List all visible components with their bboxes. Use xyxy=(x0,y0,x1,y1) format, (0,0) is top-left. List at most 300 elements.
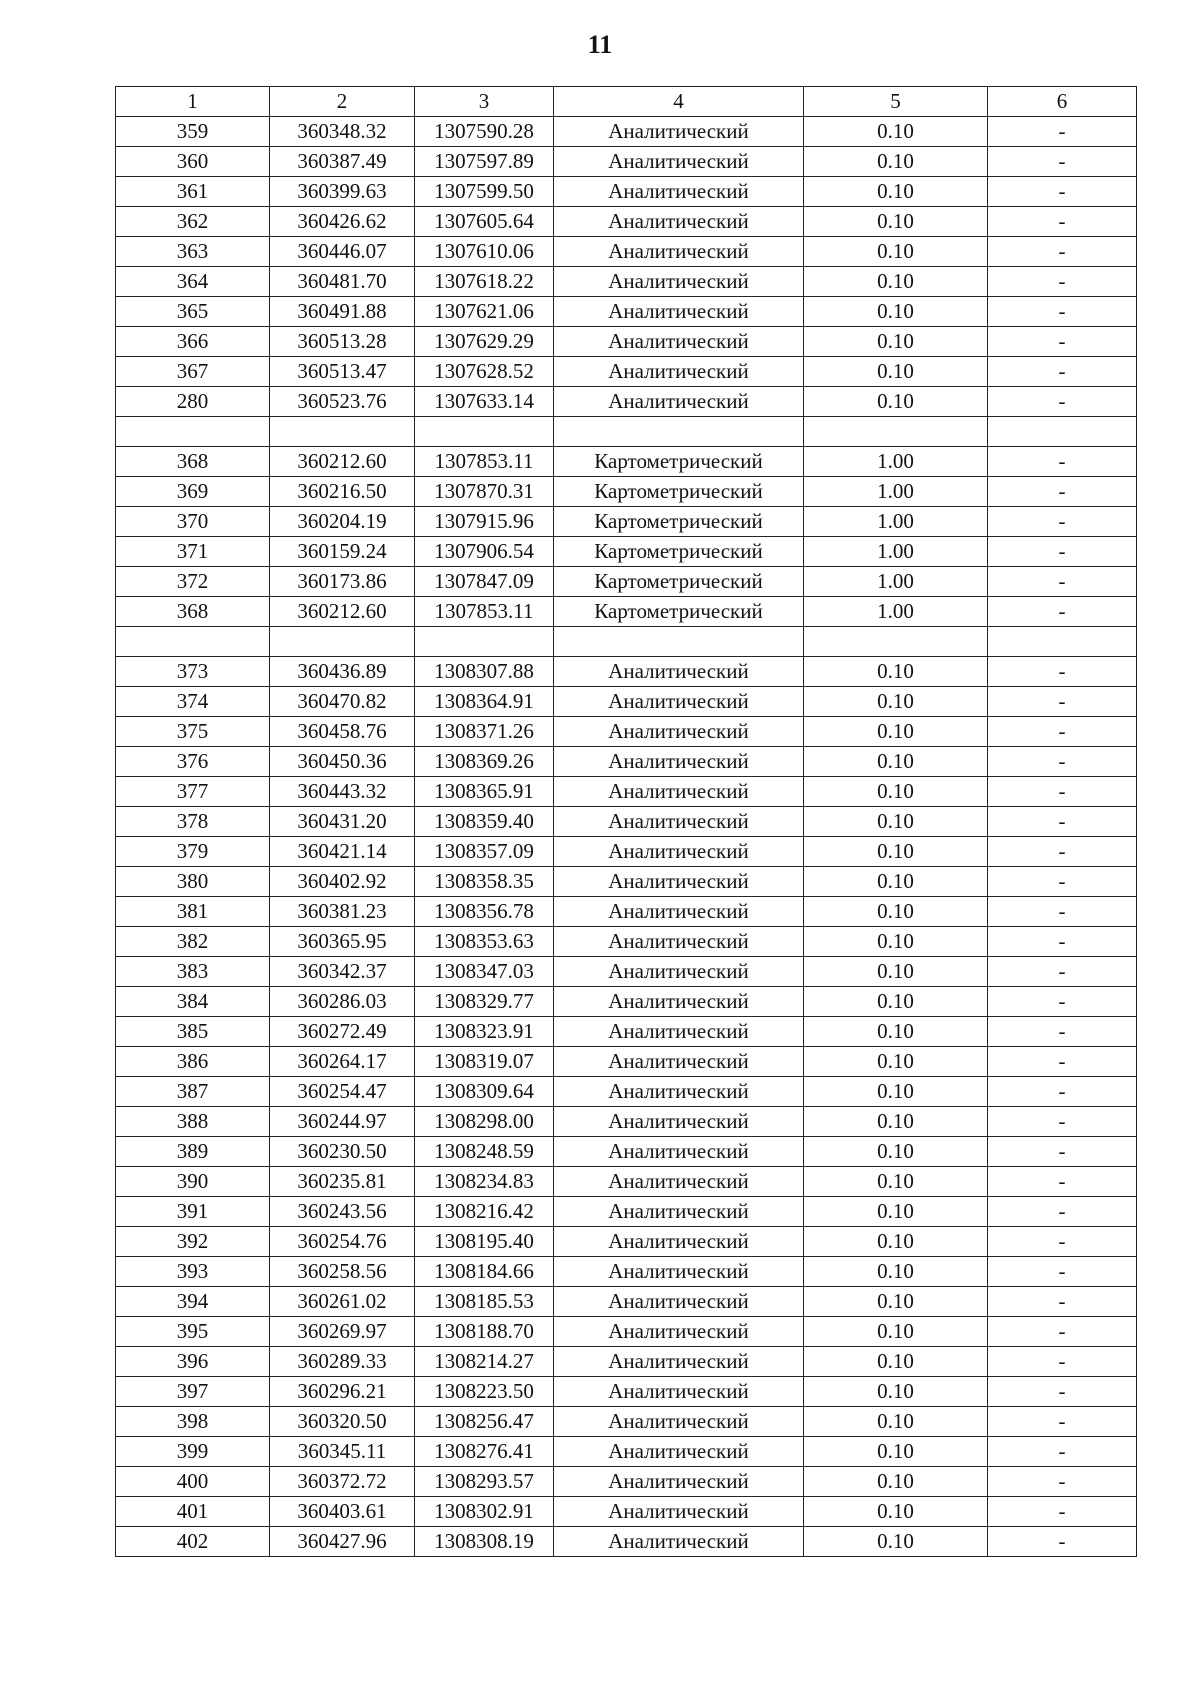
table-cell: 0.10 xyxy=(804,357,988,387)
table-cell: 1308358.35 xyxy=(415,867,554,897)
column-header: 6 xyxy=(988,87,1137,117)
table-row xyxy=(116,507,1137,537)
table-cell: - xyxy=(988,1407,1137,1437)
table-cell: 1308356.78 xyxy=(415,897,554,927)
table-row xyxy=(116,567,1137,597)
table-cell: 0.10 xyxy=(804,1497,988,1527)
table-cell: 1.00 xyxy=(804,567,988,597)
table-cell: 360286.03 xyxy=(270,987,415,1017)
table-cell: 360399.63 xyxy=(270,177,415,207)
table-cell: - xyxy=(988,927,1137,957)
table-cell: Аналитический xyxy=(554,807,804,837)
table-cell: Аналитический xyxy=(554,1197,804,1227)
table-cell: - xyxy=(988,777,1137,807)
table-cell: 360523.76 xyxy=(270,387,415,417)
table-cell: 360470.82 xyxy=(270,687,415,717)
table-row xyxy=(116,447,1137,477)
table-cell: 0.10 xyxy=(804,327,988,357)
table-cell: 0.10 xyxy=(804,1347,988,1377)
table-row xyxy=(116,1317,1137,1347)
table-cell: 1308276.41 xyxy=(415,1437,554,1467)
table-cell: 366 xyxy=(116,327,270,357)
table-cell: Аналитический xyxy=(554,147,804,177)
table-cell: 1308369.26 xyxy=(415,747,554,777)
table-cell: 0.10 xyxy=(804,207,988,237)
table-cell xyxy=(270,417,415,447)
table-cell: 360402.92 xyxy=(270,867,415,897)
table-cell: 0.10 xyxy=(804,897,988,927)
table-row xyxy=(116,597,1137,627)
table-row xyxy=(116,327,1137,357)
table-cell: Аналитический xyxy=(554,867,804,897)
table-cell: - xyxy=(988,147,1137,177)
table-cell: Аналитический xyxy=(554,1467,804,1497)
table-cell: 360426.62 xyxy=(270,207,415,237)
table-row xyxy=(116,1137,1137,1167)
table-cell: 360320.50 xyxy=(270,1407,415,1437)
table-cell: - xyxy=(988,237,1137,267)
table-cell: - xyxy=(988,177,1137,207)
table-cell: 402 xyxy=(116,1527,270,1557)
table-cell xyxy=(988,417,1137,447)
table-cell: 360381.23 xyxy=(270,897,415,927)
table-cell: Аналитический xyxy=(554,957,804,987)
table-cell: 383 xyxy=(116,957,270,987)
table-cell: 364 xyxy=(116,267,270,297)
table-cell: 1307597.89 xyxy=(415,147,554,177)
table-cell: 1308323.91 xyxy=(415,1017,554,1047)
table-cell: 360212.60 xyxy=(270,597,415,627)
table-cell: - xyxy=(988,717,1137,747)
table-cell: 385 xyxy=(116,1017,270,1047)
table-cell: - xyxy=(988,807,1137,837)
table-cell: 373 xyxy=(116,657,270,687)
table-row xyxy=(116,1077,1137,1107)
table-cell: 0.10 xyxy=(804,687,988,717)
table-cell: 0.10 xyxy=(804,1137,988,1167)
table-cell: 1308293.57 xyxy=(415,1467,554,1497)
table-cell: 0.10 xyxy=(804,1437,988,1467)
table-cell: Аналитический xyxy=(554,267,804,297)
table-cell: 1307915.96 xyxy=(415,507,554,537)
table-cell: 1307870.31 xyxy=(415,477,554,507)
table-cell: - xyxy=(988,1467,1137,1497)
table-row xyxy=(116,777,1137,807)
table-row xyxy=(116,387,1137,417)
table-cell: 0.10 xyxy=(804,1407,988,1437)
table-cell: Аналитический xyxy=(554,357,804,387)
table-cell: 1307618.22 xyxy=(415,267,554,297)
table-cell: - xyxy=(988,687,1137,717)
table-cell: 376 xyxy=(116,747,270,777)
table-cell: - xyxy=(988,1137,1137,1167)
table-cell: 1307610.06 xyxy=(415,237,554,267)
page-number: 11 xyxy=(587,30,613,59)
table-cell: - xyxy=(988,297,1137,327)
table-cell: 1308309.64 xyxy=(415,1077,554,1107)
table-cell xyxy=(554,627,804,657)
table-cell: - xyxy=(988,837,1137,867)
table-cell: 1.00 xyxy=(804,477,988,507)
table-cell: 360481.70 xyxy=(270,267,415,297)
table-row xyxy=(116,1197,1137,1227)
table-cell: 0.10 xyxy=(804,387,988,417)
table-cell: 360436.89 xyxy=(270,657,415,687)
table-cell: - xyxy=(988,1047,1137,1077)
table-cell: - xyxy=(988,1167,1137,1197)
table-cell: Картометрический xyxy=(554,537,804,567)
table-cell: - xyxy=(988,507,1137,537)
table-cell: 372 xyxy=(116,567,270,597)
table-cell: 1.00 xyxy=(804,597,988,627)
table-cell: - xyxy=(988,897,1137,927)
table-cell: 1307590.28 xyxy=(415,117,554,147)
table-row xyxy=(116,627,1137,657)
table-cell: 369 xyxy=(116,477,270,507)
table-cell: Аналитический xyxy=(554,1017,804,1047)
table-cell: 394 xyxy=(116,1287,270,1317)
table-cell: - xyxy=(988,357,1137,387)
table-cell: 1308307.88 xyxy=(415,657,554,687)
table-cell: - xyxy=(988,597,1137,627)
table-cell: Аналитический xyxy=(554,117,804,147)
table-cell: - xyxy=(988,117,1137,147)
table-row xyxy=(116,1407,1137,1437)
table-cell: 400 xyxy=(116,1467,270,1497)
table-cell: Аналитический xyxy=(554,1257,804,1287)
table-row xyxy=(116,1257,1137,1287)
table-row xyxy=(116,957,1137,987)
table-cell: 390 xyxy=(116,1167,270,1197)
table-row xyxy=(116,747,1137,777)
table-cell: 382 xyxy=(116,927,270,957)
table-cell: - xyxy=(988,657,1137,687)
table-cell: - xyxy=(988,987,1137,1017)
table-cell: 0.10 xyxy=(804,1467,988,1497)
column-header: 2 xyxy=(270,87,415,117)
table-cell: 1308216.42 xyxy=(415,1197,554,1227)
table-cell: 1308371.26 xyxy=(415,717,554,747)
table-cell: 0.10 xyxy=(804,867,988,897)
table-cell xyxy=(804,417,988,447)
table-cell: 0.10 xyxy=(804,1227,988,1257)
header-row xyxy=(116,87,1137,117)
table-row xyxy=(116,147,1137,177)
table-cell: Аналитический xyxy=(554,237,804,267)
table-cell: Аналитический xyxy=(554,1167,804,1197)
table-row xyxy=(116,417,1137,447)
table-cell: 374 xyxy=(116,687,270,717)
table-cell: 0.10 xyxy=(804,927,988,957)
table-cell: 392 xyxy=(116,1227,270,1257)
table-cell: - xyxy=(988,1527,1137,1557)
table-cell: 0.10 xyxy=(804,1257,988,1287)
table-cell: 388 xyxy=(116,1107,270,1137)
table-cell: 360254.76 xyxy=(270,1227,415,1257)
table-cell: Аналитический xyxy=(554,657,804,687)
table-cell: 1308329.77 xyxy=(415,987,554,1017)
table-cell: 393 xyxy=(116,1257,270,1287)
table-cell: Картометрический xyxy=(554,447,804,477)
table-row xyxy=(116,1467,1137,1497)
table-cell: Аналитический xyxy=(554,297,804,327)
table-row xyxy=(116,1437,1137,1467)
table-cell: 368 xyxy=(116,447,270,477)
table-cell: 0.10 xyxy=(804,807,988,837)
table-cell: - xyxy=(988,1227,1137,1257)
table-cell: 399 xyxy=(116,1437,270,1467)
table-cell: 1308214.27 xyxy=(415,1347,554,1377)
table-cell: 0.10 xyxy=(804,777,988,807)
table-row xyxy=(116,207,1137,237)
table-cell xyxy=(804,627,988,657)
table-cell: 360443.32 xyxy=(270,777,415,807)
table-cell: 359 xyxy=(116,117,270,147)
table-row xyxy=(116,1017,1137,1047)
table-cell: 360230.50 xyxy=(270,1137,415,1167)
table-cell: Аналитический xyxy=(554,1047,804,1077)
table-cell xyxy=(116,417,270,447)
table-row xyxy=(116,237,1137,267)
table-cell: 360342.37 xyxy=(270,957,415,987)
table-cell: 375 xyxy=(116,717,270,747)
table-cell: Аналитический xyxy=(554,687,804,717)
table-cell: 360387.49 xyxy=(270,147,415,177)
table-cell: 0.10 xyxy=(804,1107,988,1137)
table-cell: 360296.21 xyxy=(270,1377,415,1407)
table-cell: 379 xyxy=(116,837,270,867)
table-cell: 371 xyxy=(116,537,270,567)
table-cell: 1307633.14 xyxy=(415,387,554,417)
table-cell: 360244.97 xyxy=(270,1107,415,1137)
table-cell: Аналитический xyxy=(554,927,804,957)
table-cell xyxy=(554,417,804,447)
table-row xyxy=(116,717,1137,747)
table-cell: Картометрический xyxy=(554,597,804,627)
table-cell xyxy=(116,627,270,657)
table-row xyxy=(116,117,1137,147)
table-cell: 1.00 xyxy=(804,537,988,567)
table-cell: Аналитический xyxy=(554,987,804,1017)
table-cell: 1308248.59 xyxy=(415,1137,554,1167)
table-header xyxy=(116,87,1137,117)
table-cell: 1.00 xyxy=(804,507,988,537)
table-cell xyxy=(988,627,1137,657)
table-cell: Аналитический xyxy=(554,777,804,807)
table-cell: 368 xyxy=(116,597,270,627)
table-cell: 360403.61 xyxy=(270,1497,415,1527)
table-cell: Аналитический xyxy=(554,1407,804,1437)
table-cell: 1308195.40 xyxy=(415,1227,554,1257)
table-row xyxy=(116,897,1137,927)
table-cell: 1307853.11 xyxy=(415,597,554,627)
table-cell: 386 xyxy=(116,1047,270,1077)
table-row xyxy=(116,927,1137,957)
table-cell: Аналитический xyxy=(554,1497,804,1527)
table-cell xyxy=(415,417,554,447)
table-cell: 360458.76 xyxy=(270,717,415,747)
table-row xyxy=(116,1227,1137,1257)
table-cell: 360372.72 xyxy=(270,1467,415,1497)
table-row xyxy=(116,537,1137,567)
table-cell: 1308365.91 xyxy=(415,777,554,807)
table-cell: 0.10 xyxy=(804,1287,988,1317)
table-cell: Аналитический xyxy=(554,837,804,867)
table-cell xyxy=(415,627,554,657)
table-cell: Аналитический xyxy=(554,1347,804,1377)
table-cell: - xyxy=(988,1107,1137,1137)
table-row xyxy=(116,1287,1137,1317)
table-cell: 0.10 xyxy=(804,297,988,327)
table-row xyxy=(116,177,1137,207)
table-row xyxy=(116,297,1137,327)
table-cell: 0.10 xyxy=(804,117,988,147)
table-cell: Аналитический xyxy=(554,1107,804,1137)
table-cell: 0.10 xyxy=(804,987,988,1017)
table-cell: 1307847.09 xyxy=(415,567,554,597)
table-cell: Аналитический xyxy=(554,1527,804,1557)
table-row xyxy=(116,807,1137,837)
table-cell: 360450.36 xyxy=(270,747,415,777)
column-header: 5 xyxy=(804,87,988,117)
table-cell: 0.10 xyxy=(804,837,988,867)
table-cell: 360491.88 xyxy=(270,297,415,327)
table-cell: 1307599.50 xyxy=(415,177,554,207)
table-cell: 0.10 xyxy=(804,1047,988,1077)
table-cell: 360446.07 xyxy=(270,237,415,267)
table-cell: 0.10 xyxy=(804,1317,988,1347)
table-cell: - xyxy=(988,267,1137,297)
table-row xyxy=(116,837,1137,867)
table-cell: 362 xyxy=(116,207,270,237)
table-cell: 0.10 xyxy=(804,1017,988,1047)
table-cell: - xyxy=(988,477,1137,507)
table-cell: 1307906.54 xyxy=(415,537,554,567)
table-cell: - xyxy=(988,387,1137,417)
table-cell: 360173.86 xyxy=(270,567,415,597)
table-cell: 384 xyxy=(116,987,270,1017)
table-cell: 360289.33 xyxy=(270,1347,415,1377)
table-cell: - xyxy=(988,207,1137,237)
table-cell: 367 xyxy=(116,357,270,387)
table-cell: 1307621.06 xyxy=(415,297,554,327)
table-cell: Аналитический xyxy=(554,1227,804,1257)
table-cell: 360269.97 xyxy=(270,1317,415,1347)
table-cell: - xyxy=(988,1197,1137,1227)
table-cell: 1308319.07 xyxy=(415,1047,554,1077)
table-cell: Аналитический xyxy=(554,1287,804,1317)
table-cell: 395 xyxy=(116,1317,270,1347)
table-cell: 361 xyxy=(116,177,270,207)
column-header: 3 xyxy=(415,87,554,117)
table-cell: 360216.50 xyxy=(270,477,415,507)
table-cell: - xyxy=(988,1287,1137,1317)
table-cell: - xyxy=(988,1257,1137,1287)
table-cell: Картометрический xyxy=(554,567,804,597)
table-cell: 1308353.63 xyxy=(415,927,554,957)
table-cell: 360212.60 xyxy=(270,447,415,477)
table-cell: 1308184.66 xyxy=(415,1257,554,1287)
table-cell: 360264.17 xyxy=(270,1047,415,1077)
table-cell: 360258.56 xyxy=(270,1257,415,1287)
table-row xyxy=(116,657,1137,687)
table-cell: 280 xyxy=(116,387,270,417)
table-cell: Аналитический xyxy=(554,207,804,237)
coordinates-table xyxy=(115,86,1137,1557)
table-cell: 396 xyxy=(116,1347,270,1377)
table-cell: 360204.19 xyxy=(270,507,415,537)
table-row xyxy=(116,1377,1137,1407)
table-cell: 1307605.64 xyxy=(415,207,554,237)
table-cell: 1308357.09 xyxy=(415,837,554,867)
table-cell: - xyxy=(988,867,1137,897)
table-cell: 360235.81 xyxy=(270,1167,415,1197)
table-cell: 0.10 xyxy=(804,1527,988,1557)
table-row xyxy=(116,987,1137,1017)
table-cell: - xyxy=(988,1497,1137,1527)
table-cell: 1308256.47 xyxy=(415,1407,554,1437)
table-cell: 1308223.50 xyxy=(415,1377,554,1407)
table-row xyxy=(116,867,1137,897)
table-row xyxy=(116,357,1137,387)
table-cell: 397 xyxy=(116,1377,270,1407)
table-row xyxy=(116,477,1137,507)
table-cell: 1307628.52 xyxy=(415,357,554,387)
table-cell: Аналитический xyxy=(554,1077,804,1107)
table-cell: 398 xyxy=(116,1407,270,1437)
table-cell: - xyxy=(988,1077,1137,1107)
table-cell: 0.10 xyxy=(804,177,988,207)
table-cell: 391 xyxy=(116,1197,270,1227)
table-cell: - xyxy=(988,747,1137,777)
table-row xyxy=(116,1047,1137,1077)
table-cell: 360261.02 xyxy=(270,1287,415,1317)
table-cell: 360272.49 xyxy=(270,1017,415,1047)
table-cell: 360513.28 xyxy=(270,327,415,357)
table-cell: 363 xyxy=(116,237,270,267)
table-cell: 377 xyxy=(116,777,270,807)
table-cell: 389 xyxy=(116,1137,270,1167)
table-row xyxy=(116,1497,1137,1527)
table-cell: 360345.11 xyxy=(270,1437,415,1467)
table-cell: 1308234.83 xyxy=(415,1167,554,1197)
column-header: 1 xyxy=(116,87,270,117)
table-cell: - xyxy=(988,1347,1137,1377)
table-cell: Аналитический xyxy=(554,1437,804,1467)
table-row xyxy=(116,687,1137,717)
table-cell: Аналитический xyxy=(554,1137,804,1167)
table-cell: - xyxy=(988,327,1137,357)
table-cell: - xyxy=(988,1017,1137,1047)
table-cell: - xyxy=(988,1317,1137,1347)
table-cell: 0.10 xyxy=(804,1167,988,1197)
table-cell: Аналитический xyxy=(554,747,804,777)
table-cell: 360348.32 xyxy=(270,117,415,147)
table-cell: - xyxy=(988,1377,1137,1407)
table-cell: - xyxy=(988,447,1137,477)
table-cell: 1.00 xyxy=(804,447,988,477)
table-cell: 378 xyxy=(116,807,270,837)
table-cell: 0.10 xyxy=(804,267,988,297)
table-cell: 360254.47 xyxy=(270,1077,415,1107)
table-cell: 0.10 xyxy=(804,1197,988,1227)
table-cell: 387 xyxy=(116,1077,270,1107)
table-cell: 0.10 xyxy=(804,237,988,267)
table-cell: Картометрический xyxy=(554,477,804,507)
table-cell: 380 xyxy=(116,867,270,897)
table-cell: - xyxy=(988,537,1137,567)
table-cell: - xyxy=(988,567,1137,597)
